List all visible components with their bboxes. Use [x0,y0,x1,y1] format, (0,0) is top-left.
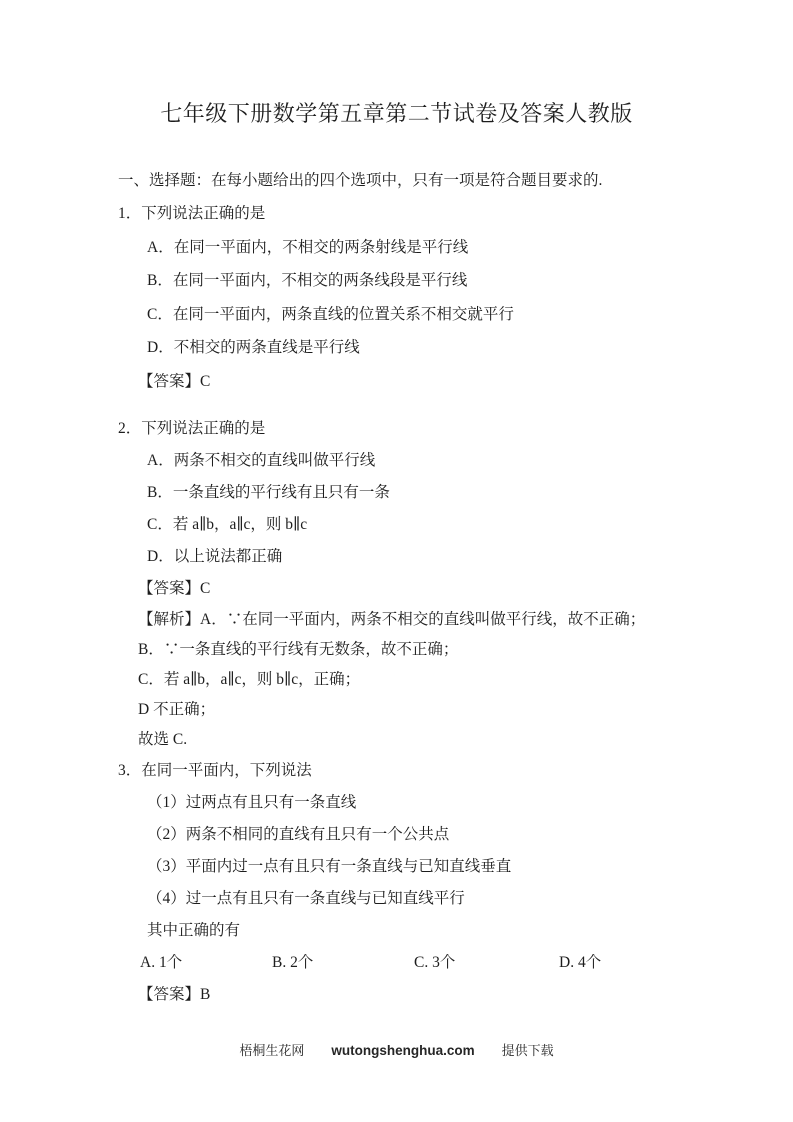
q1-answer: 【答案】C [138,372,211,390]
q2-analysis-line-4: D 不正确； [138,701,216,718]
q1-option-b: B．在同一平面内，不相交的两条线段是平行线 [147,272,468,289]
footer-site-url: wutongshenghua.com [331,1043,475,1058]
page-footer [0,1043,793,1059]
q3-choice-a: A. 1个 [140,954,183,971]
footer-download-label: 提供下载 [501,1043,554,1058]
q3-statement-3: （3）平面内过一点有且只有一条直线与已知直线垂直 [147,858,512,875]
q2-analysis-line-3: C．若 a∥b，a∥c，则 b∥c，正确； [138,671,361,688]
q3-choice-b: B. 2个 [272,954,314,971]
q2-analysis-line-2: B．∵一条直线的平行线有无数条，故不正确； [138,641,459,658]
footer-site-name: 梧桐生花网 [239,1043,305,1058]
section-header: 一、选择题：在每小题给出的四个选项中，只有一项是符合题目要求的. [118,172,603,189]
page-title: 七年级下册数学第五章第二节试卷及答案人教版 [160,101,633,126]
q2-analysis-line-1: 【解析】A．∵在同一平面内，两条不相交的直线叫做平行线，故不正确； [138,611,646,628]
q2-analysis-line-5: 故选 C. [138,731,188,748]
q1-option-a: A．在同一平面内，不相交的两条射线是平行线 [147,238,469,256]
q3-choice-d: D. 4个 [559,954,602,971]
q2-option-a: A．两条不相交的直线叫做平行线 [147,452,376,469]
q1-option-d: D．不相交的两条直线是平行线 [147,339,360,356]
q3-prompt: 其中正确的有 [147,922,241,939]
q2-option-d: D．以上说法都正确 [147,548,283,565]
q3-answer: 【答案】B [138,986,211,1003]
q2-option-b: B．一条直线的平行线有且只有一条 [147,484,390,501]
q3-choice-c: C. 3个 [414,954,456,971]
q2-answer: 【答案】C [138,580,211,597]
q3-stem: 3．在同一平面内，下列说法 [118,762,312,779]
q2-option-c: C．若 a∥b，a∥c，则 b∥c [147,516,308,533]
q3-statement-2: （2）两条不相同的直线有且只有一个公共点 [147,826,450,843]
q3-choices-row [0,947,793,979]
q2-stem: 2．下列说法正确的是 [118,420,266,437]
document-body [0,165,793,1011]
q1-option-c: C．在同一平面内，两条直线的位置关系不相交就平行 [147,305,514,323]
q3-statement-4: （4）过一点有且只有一条直线与已知直线平行 [147,890,465,907]
q1-stem: 1．下列说法正确的是 [118,205,266,222]
q3-statement-1: （1）过两点有且只有一条直线 [147,794,357,811]
